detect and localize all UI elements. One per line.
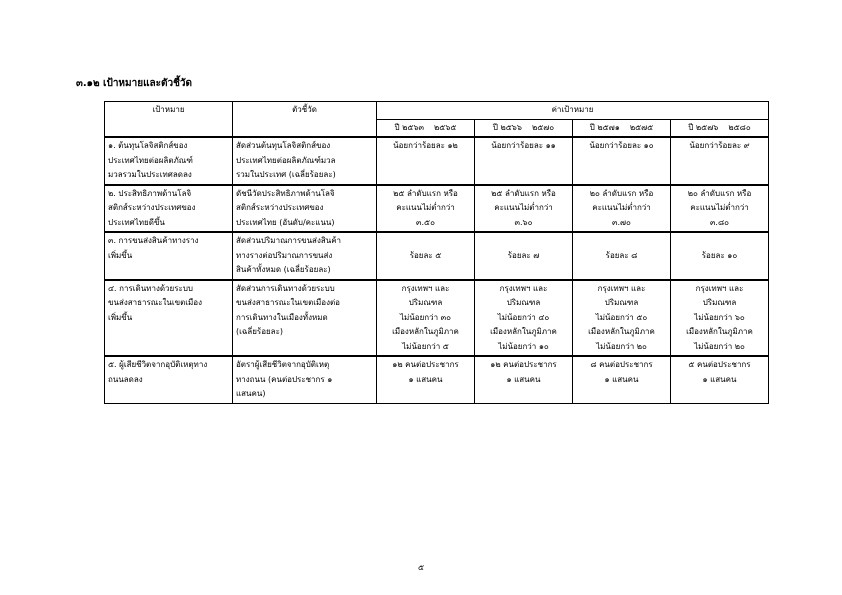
goal-cell (105, 356, 233, 403)
indicator-cell-line: อัตราผู้เสียชีวิตจากอุบัติเหตุ (236, 360, 330, 369)
target-cell-line: น้อยกว่าร้อยละ ๙ (689, 141, 750, 150)
target-cell-line: เมืองหลักในภูมิภาค (686, 327, 753, 336)
table-row (105, 185, 769, 233)
goal-cell-line: ๕. ผู้เสียชีวิตจากอุบัติเหตุทาง (108, 360, 208, 369)
goal-cell-line: ขนส่งสาธารณะในเขตเมือง (108, 298, 202, 307)
target-cell (475, 280, 573, 357)
target-cell-line: ๑ แสนคน (408, 374, 443, 384)
target-cell-line: ๑๒ คนต่อประชากร (490, 360, 557, 369)
goal-cell-line: ๔. การเดินทางด้วยระบบ (108, 283, 193, 293)
period-header (573, 119, 671, 137)
table-row (105, 356, 769, 403)
target-cell-line: ร้อยละ ๑๐ (701, 250, 738, 260)
target-cell-line: คะแนนไม่ต่ำกว่า (494, 203, 553, 212)
target-cell (377, 137, 475, 185)
indicator-cell-line: ประเทศไทย (อันดับ/คะแนน) (236, 217, 335, 227)
target-cell-line: ๒๕ ลำดับแรก หรือ (393, 188, 458, 198)
target-cell-line: ปริมณฑล (408, 298, 443, 307)
indicator-cell-line: ประเทศไทยต่อผลิตภัณฑ์มวล (236, 155, 336, 165)
target-cell-line: ๓.๖๐ (514, 217, 533, 227)
table-row (105, 232, 769, 280)
target-cell-line: ๑ แสนคน (604, 374, 639, 384)
indicator-cell-line: สัดส่วนต้นทุนโลจิสติกส์ของ (236, 141, 331, 150)
goal-cell-line: ประเทศไทยต่อผลิตภัณฑ์ (108, 155, 193, 165)
target-cell-line: น้อยกว่าร้อยละ ๑๒ (393, 141, 458, 150)
period-start: ปี ๒๕๗๑ (589, 122, 620, 132)
indicator-cell-line: (เฉลี่ยร้อยละ) (236, 327, 284, 336)
indicator-cell-line: การเดินทางในเมืองทั้งหมด (236, 312, 328, 322)
target-cell-line: ๑ แสนคน (506, 374, 541, 384)
target-cell-line: ร้อยละ ๕ (409, 250, 442, 260)
indicator-cell-line: แสนคน) (236, 389, 266, 398)
target-cell-line: ไม่น้อยกว่า ๖๐ (694, 312, 745, 322)
period-start: ปี ๒๕๖๖ (492, 122, 522, 132)
section-heading: ๓.๑๒ เป้าหมายและตัวชี้วัด (76, 78, 193, 89)
indicator-cell (233, 232, 377, 280)
period-header (475, 119, 573, 137)
page-number: ๕ (417, 563, 425, 572)
period-end: ๒๕๘๐ (728, 122, 751, 132)
target-cell-line: ไม่น้อยกว่า ๕๐ (595, 312, 648, 322)
goal-column-header: เป้าหมาย (105, 102, 233, 138)
target-cell (377, 280, 475, 357)
goal-cell-line: ๒. ประสิทธิภาพด้านโลจิ (108, 188, 192, 198)
goal-cell (105, 280, 233, 357)
goal-cell-line: สติกส์ระหว่างประเทศของ (108, 203, 196, 212)
target-cell-line: ร้อยละ ๘ (605, 250, 638, 260)
period-start: ปี ๒๕๗๖ (688, 122, 719, 132)
target-cell (573, 280, 671, 357)
target-cell-line: ไม่น้อยกว่า ๕ (402, 341, 449, 351)
goal-cell-line: มวลรวมในประเทศลดลง (108, 170, 192, 179)
period-end: ๒๕๗๐ (531, 122, 555, 132)
indicator-column-header: ตัวชี้วัด (233, 102, 377, 138)
indicator-cell-line: สินค้าทั้งหมด (เฉลี่ยร้อยละ) (236, 265, 331, 274)
goal-cell (105, 185, 233, 233)
target-cell-line: ๓.๘๐ (709, 217, 730, 227)
target-cell-line: ไม่น้อยกว่า ๔๐ (497, 312, 550, 322)
target-cell-line: ปริมณฑล (702, 298, 737, 307)
indicator-cell-line: สัดส่วนปริมาณการขนส่งสินค้า (236, 236, 342, 245)
target-cell-line: ๒๕ ลำดับแรก หรือ (491, 188, 556, 198)
target-cell-line: กรุงเทพฯ และ (401, 283, 450, 293)
indicator-cell-line: สัดส่วนการเดินทางด้วยระบบ (236, 283, 335, 293)
target-cell (475, 356, 573, 403)
goal-cell-line: ๓. การขนส่งสินค้าทางราง (108, 236, 199, 245)
target-cell-line: น้อยกว่าร้อยละ ๑๐ (589, 141, 654, 150)
goal-cell-line: ประเทศไทยดีขึ้น (108, 217, 165, 227)
period-header (377, 119, 475, 137)
target-column-header: ค่าเป้าหมาย (377, 102, 769, 120)
period-header (671, 119, 769, 137)
indicator-cell-line: ทางรางต่อปริมาณการขนส่ง (236, 250, 333, 260)
goals-indicators-table (104, 101, 769, 404)
target-cell (671, 185, 769, 233)
indicator-cell (233, 137, 377, 185)
goal-cell-line: เพิ่มขึ้น (108, 250, 133, 260)
period-end: ๒๕๖๕ (434, 122, 457, 132)
table-row (105, 280, 769, 357)
target-cell (671, 280, 769, 357)
goal-cell-line: ๑. ต้นทุนโลจิสติกส์ของ (108, 141, 188, 150)
goal-cell (105, 232, 233, 280)
target-cell-line: ๒๐ ลำดับแรก หรือ (589, 188, 654, 198)
target-cell (671, 356, 769, 403)
target-cell-line: กรุงเทพฯ และ (499, 283, 548, 293)
target-cell-line: ๕ คนต่อประชากร (688, 360, 751, 369)
target-cell-line: ๓.๗๐ (612, 217, 631, 227)
indicator-cell (233, 356, 377, 403)
indicator-cell (233, 185, 377, 233)
goal-cell-line: เพิ่มขึ้น (108, 312, 133, 322)
indicator-cell-line: ทางถนน (คนต่อประชากร ๑ (236, 374, 333, 384)
target-cell (573, 137, 671, 185)
target-cell-line: กรุงเทพฯ และ (597, 283, 646, 293)
target-cell (573, 232, 671, 280)
target-cell (475, 185, 573, 233)
target-cell-line: ๓.๕๐ (416, 217, 435, 227)
target-cell-line: ไม่น้อยกว่า ๒๐ (596, 341, 647, 351)
target-cell-line: น้อยกว่าร้อยละ ๑๑ (491, 141, 556, 150)
target-cell-line: ปริมณฑล (506, 298, 541, 307)
goal-cell (105, 137, 233, 185)
indicator-cell-line: สติกส์ระหว่างประเทศของ (236, 203, 324, 212)
target-cell-line: ๑๒ คนต่อประชากร (392, 360, 459, 369)
target-cell-line: ๘ คนต่อประชากร (590, 360, 653, 369)
goal-cell-line: ถนนลดลง (108, 374, 143, 384)
target-cell-line: ร้อยละ ๗ (507, 250, 540, 260)
indicator-cell-line: ดัชนีวัดประสิทธิภาพด้านโลจิ (236, 188, 335, 198)
target-cell (671, 232, 769, 280)
table-row (105, 137, 769, 185)
indicator-cell-line: ขนส่งสาธารณะในเขตเมืองต่อ (236, 298, 340, 307)
target-cell (475, 232, 573, 280)
target-cell-line: คะแนนไม่ต่ำกว่า (396, 203, 455, 212)
target-cell (475, 137, 573, 185)
indicator-cell (233, 280, 377, 357)
target-cell-line: ไม่น้อยกว่า ๒๐ (694, 341, 745, 351)
target-cell (573, 185, 671, 233)
target-cell (573, 356, 671, 403)
indicator-cell-line: รวมในประเทศ (เฉลี่ยร้อยละ) (236, 170, 336, 179)
target-cell-line: เมืองหลักในภูมิภาค (392, 327, 459, 336)
target-cell-line: คะแนนไม่ต่ำกว่า (690, 203, 749, 212)
target-cell-line: ๑ แสนคน (702, 374, 737, 384)
target-cell (671, 137, 769, 185)
target-cell (377, 232, 475, 280)
period-end: ๒๕๗๕ (629, 122, 654, 132)
target-cell-line: เมืองหลักในภูมิภาค (490, 327, 557, 336)
target-cell-line: กรุงเทพฯ และ (695, 283, 744, 293)
target-cell-line: ไม่น้อยกว่า ๑๐ (498, 341, 549, 351)
target-cell-line: ไม่น้อยกว่า ๓๐ (400, 312, 451, 322)
target-cell (377, 356, 475, 403)
target-cell-line: ปริมณฑล (604, 298, 639, 307)
target-cell-line: ๒๐ ลำดับแรก หรือ (687, 188, 752, 198)
period-start: ปี ๒๕๖๓ (394, 122, 425, 132)
target-cell-line: เมืองหลักในภูมิภาค (588, 327, 655, 336)
target-cell-line: คะแนนไม่ต่ำกว่า (592, 203, 651, 212)
target-cell (377, 185, 475, 233)
